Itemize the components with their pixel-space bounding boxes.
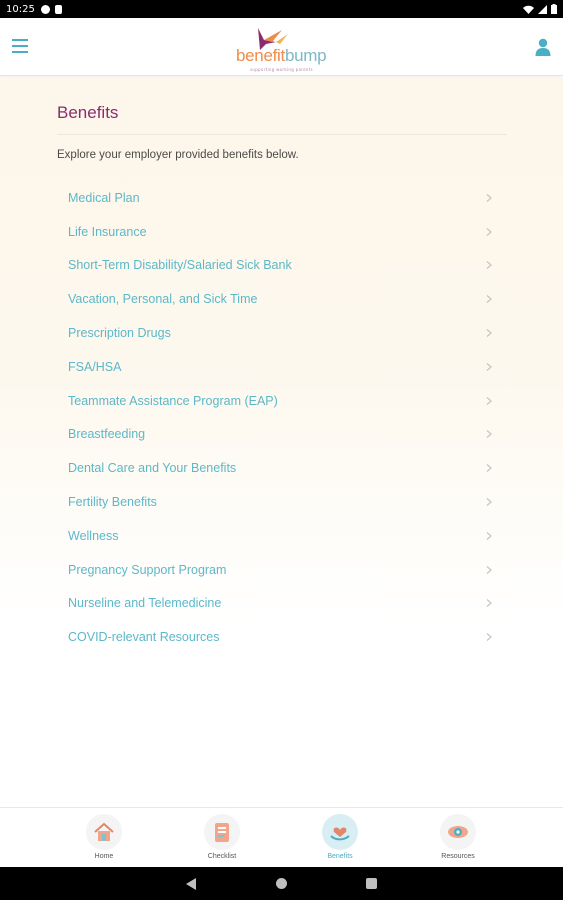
clipboard-icon (55, 5, 62, 14)
status-bar (0, 0, 563, 18)
logo-text-bump: bump (284, 46, 327, 65)
logo-text (236, 46, 326, 66)
benefit-item-pregnancy-support[interactable] (57, 553, 507, 587)
chevron-right-icon (485, 194, 493, 202)
nav-checklist[interactable] (182, 814, 262, 860)
back-icon[interactable] (186, 878, 196, 890)
nav-label: Resources (441, 853, 475, 860)
benefit-label: Nurseline and Telemedicine (68, 596, 222, 611)
benefit-label: Prescription Drugs (68, 326, 171, 341)
signal-icon (538, 5, 547, 14)
status-time: 10:25 (6, 3, 35, 15)
benefit-item-short-term-disability[interactable] (57, 249, 507, 283)
benefit-label: Vacation, Personal, and Sick Time (68, 292, 258, 307)
chevron-right-icon (485, 363, 493, 371)
logo-text-benefit: benefit (236, 46, 285, 65)
benefit-label: Teammate Assistance Program (EAP) (68, 393, 278, 408)
nav-home[interactable] (64, 814, 144, 860)
chevron-right-icon (485, 397, 493, 405)
house-icon (86, 814, 122, 850)
benefit-item-covid-resources[interactable] (57, 620, 507, 654)
benefit-item-wellness[interactable] (57, 519, 507, 553)
app-header (0, 18, 563, 76)
main-content (0, 77, 563, 807)
intro-text: Explore your employer provided benefits below. (57, 149, 299, 161)
logo-tagline: supporting working parents (250, 67, 313, 72)
nav-label: Benefits (327, 853, 353, 860)
chevron-right-icon (485, 228, 493, 236)
benefit-label: Wellness (68, 528, 119, 543)
eye-icon (440, 814, 476, 850)
chevron-right-icon (485, 498, 493, 506)
benefit-item-fertility[interactable] (57, 485, 507, 519)
benefit-label: Breastfeeding (68, 427, 146, 442)
benefit-label: Dental Care and Your Benefits (68, 461, 237, 476)
chevron-right-icon (485, 532, 493, 540)
g-icon (41, 5, 50, 14)
benefit-label: Pregnancy Support Program (68, 562, 227, 577)
bottom-nav (0, 807, 563, 867)
nav-resources[interactable] (418, 814, 498, 860)
chevron-right-icon (485, 329, 493, 337)
chevron-right-icon (485, 566, 493, 574)
benefit-item-medical-plan[interactable] (57, 181, 507, 215)
benefit-list (57, 181, 507, 654)
recents-icon[interactable] (366, 878, 377, 889)
chevron-right-icon (485, 633, 493, 641)
wifi-icon (523, 5, 534, 14)
benefit-item-life-insurance[interactable] (57, 215, 507, 249)
page-title: Benefits (57, 103, 119, 122)
home-circle-icon[interactable] (276, 878, 287, 889)
benefit-label: Life Insurance (68, 224, 147, 239)
benefit-label: Short-Term Disability/Salaried Sick Bank (68, 258, 292, 273)
chevron-right-icon (485, 295, 493, 303)
benefit-item-vacation[interactable] (57, 282, 507, 316)
battery-icon (551, 4, 557, 14)
chevron-right-icon (485, 464, 493, 472)
checklist-icon (204, 814, 240, 850)
nav-benefits[interactable] (300, 814, 380, 860)
chevron-right-icon (485, 261, 493, 269)
hamburger-icon[interactable] (12, 39, 28, 53)
benefit-item-fsa-hsa[interactable] (57, 350, 507, 384)
benefit-item-prescription-drugs[interactable] (57, 316, 507, 350)
nav-label: Checklist (207, 853, 237, 860)
chevron-right-icon (485, 599, 493, 607)
benefit-item-dental-care[interactable] (57, 451, 507, 485)
benefit-label: FSA/HSA (68, 359, 122, 374)
chevron-right-icon (485, 430, 493, 438)
benefit-item-nurseline[interactable] (57, 587, 507, 621)
heart-hand-icon (322, 814, 358, 850)
benefit-item-eap[interactable] (57, 384, 507, 418)
user-icon[interactable] (535, 38, 551, 56)
benefit-label: Fertility Benefits (68, 495, 157, 510)
nav-label: Home (94, 853, 114, 860)
benefit-item-breastfeeding[interactable] (57, 418, 507, 452)
system-nav-bar (0, 867, 563, 900)
benefit-label: COVID-relevant Resources (68, 630, 220, 645)
benefit-label: Medical Plan (68, 190, 140, 205)
title-divider (57, 134, 507, 135)
